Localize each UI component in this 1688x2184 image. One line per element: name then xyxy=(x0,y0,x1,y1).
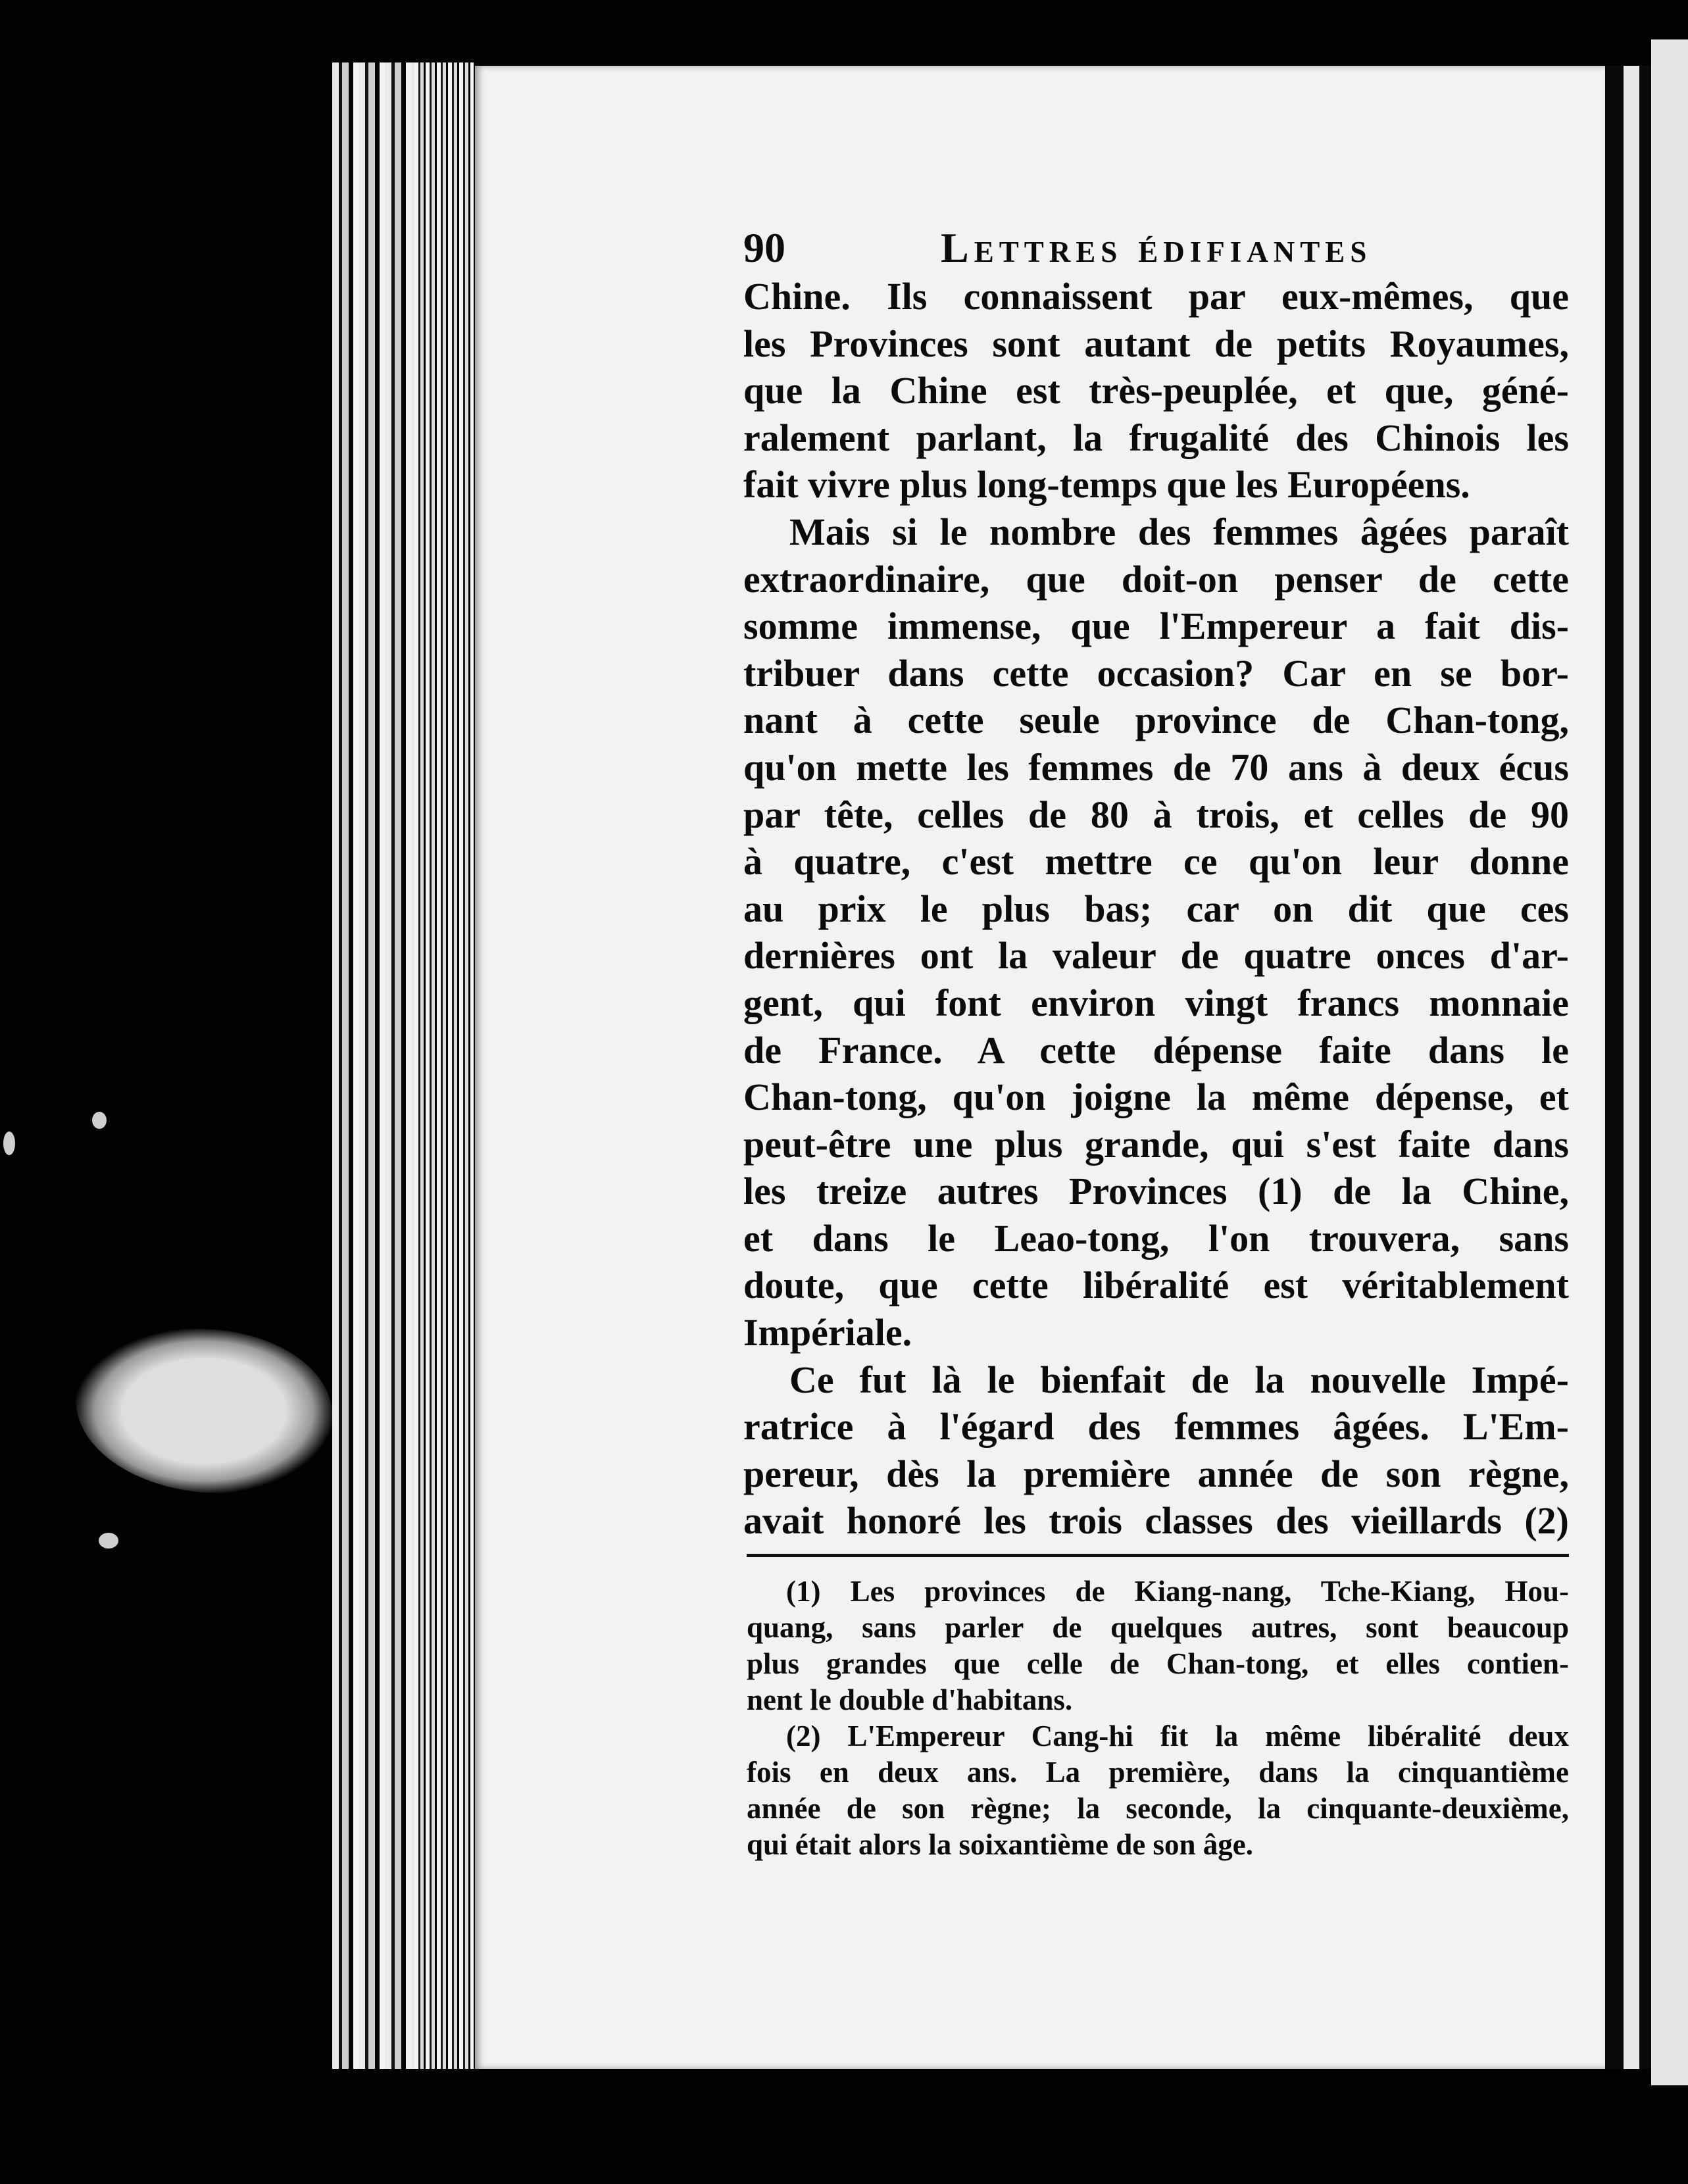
text-line: de France. A cette dépense faite dans le xyxy=(743,1028,1569,1072)
text-line: Ce fut là le bienfait de la nouvelle Impé- xyxy=(789,1358,1569,1401)
text-line: tribuer dans cette occasion? Car en se bor- xyxy=(743,651,1569,695)
text-line: que la Chine est très-peuplée, et que, géné- xyxy=(743,369,1569,412)
text-line: par tête, celles de 80 à trois, et celles de 90 xyxy=(743,793,1569,836)
text-line: au prix le plus bas; car on dit que ces xyxy=(743,887,1569,930)
paper-speck xyxy=(99,1533,118,1549)
footnote-line: fois en deux ans. La première, dans la cinquantième xyxy=(747,1756,1569,1789)
footnote-line: (1) Les provinces de Kiang-nang, Tche-Kiang, Hou- xyxy=(786,1575,1569,1608)
footnote-line: quang, sans parler de quelques autres, sont beaucoup xyxy=(747,1611,1569,1644)
footnote-rule xyxy=(747,1554,1569,1557)
text-line: Mais si le nombre des femmes âgées paraît xyxy=(789,510,1569,553)
text-line: gent, qui font environ vingt francs monnaie xyxy=(743,981,1569,1024)
book-right-edge xyxy=(1605,66,1651,2069)
body-text xyxy=(743,273,1569,1545)
text-line: peut-être une plus grande, qui s'est faite dans xyxy=(743,1122,1569,1166)
text-line: extraordinaire, que doit-on penser de cette xyxy=(743,557,1569,601)
footnote-line: année de son règne; la seconde, la cinquante-deuxième, xyxy=(747,1792,1569,1825)
text-line: et dans le Leao-tong, l'on trouvera, sans xyxy=(743,1216,1569,1260)
text-line: pereur, dès la première année de son règne, xyxy=(743,1452,1569,1495)
text-line: à quatre, c'est mettre ce qu'on leur donne xyxy=(743,840,1569,883)
book-page-edges xyxy=(332,62,474,2069)
text-line: les treize autres Provinces (1) de la Chine, xyxy=(743,1170,1569,1213)
text-line: somme immense, que l'Empereur a fait dis- xyxy=(743,605,1569,648)
footnotes xyxy=(747,1574,1569,1863)
footnote-line: (2) L'Empereur Cang-hi fit la même libéralité deux xyxy=(786,1720,1569,1752)
footnote-line: plus grandes que celle de Chan-tong, et elles contien- xyxy=(747,1647,1569,1680)
text-line: Chan-tong, qu'on joigne la même dépense, et xyxy=(743,1076,1569,1119)
text-line: ratrice à l'égard des femmes âgées. L'Em- xyxy=(743,1405,1569,1449)
page-number: 90 xyxy=(743,224,785,271)
footnote-line: qui était alors la soixantième de son âge. xyxy=(747,1828,1253,1861)
footnote-line: nent le double d'habitans. xyxy=(747,1683,1073,1716)
text-line: avait honoré les trois classes des vieillards (2) xyxy=(743,1499,1569,1543)
text-line: Chine. Ils connaissent par eux-mêmes, que xyxy=(743,275,1569,318)
text-line: qu'on mette les femmes de 70 ans à deux écus xyxy=(743,745,1569,789)
text-line: dernières ont la valeur de quatre onces d'ar- xyxy=(743,934,1569,978)
text-line: fait vivre plus long-temps que les Européens. xyxy=(743,463,1470,507)
text-line: les Provinces sont autant de petits Royaumes, xyxy=(743,322,1569,365)
text-line: Impériale. xyxy=(743,1311,912,1354)
page-header xyxy=(743,224,1572,276)
text-line: doute, que cette libéralité est véritablement xyxy=(743,1264,1569,1307)
paper-speck xyxy=(92,1112,107,1129)
next-page-edge xyxy=(1651,39,1688,2085)
running-head: Lettres édifiantes xyxy=(941,224,1372,271)
paper-speck xyxy=(3,1131,15,1155)
text-line: ralement parlant, la frugalité des Chinois les xyxy=(743,416,1569,459)
text-line: nant à cette seule province de Chan-tong, xyxy=(743,699,1569,742)
